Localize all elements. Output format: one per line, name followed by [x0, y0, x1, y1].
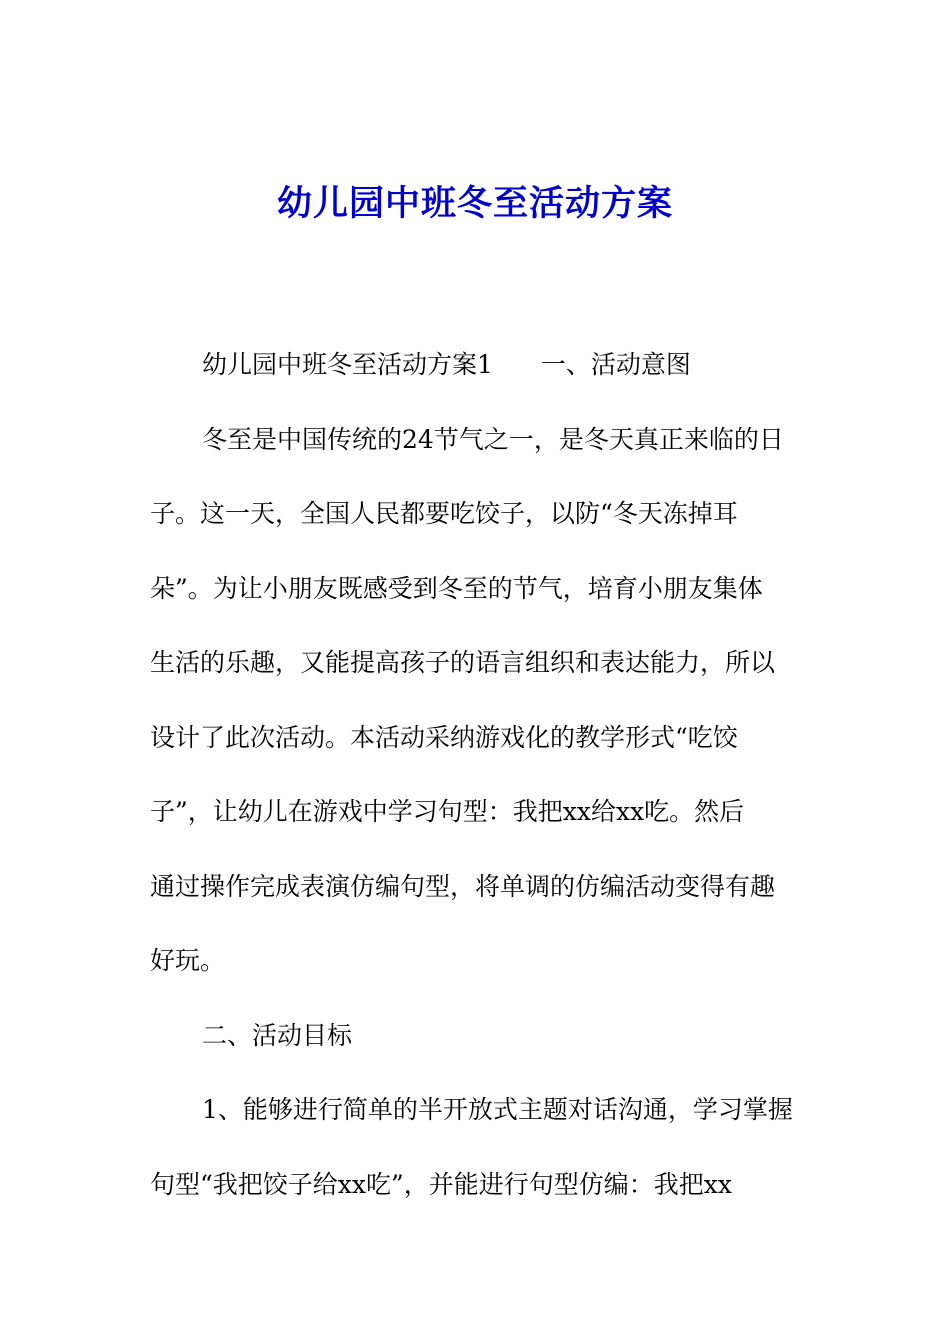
paragraph-line: 设计了此次活动。本活动采纳游戏化的教学形式“吃饺 [150, 722, 738, 752]
paragraph-line: 朵”。为让小朋友既感受到冬至的节气，培育小朋友集体 [150, 573, 763, 603]
paragraph-line: 冬至是中国传统的24节气之一，是冬天真正来临的日 [202, 424, 784, 454]
paragraph-line: 句型“我把饺子给xx吃”，并能进行句型仿编：我把xx [150, 1169, 732, 1199]
paragraph-line: 子”，让幼儿在游戏中学习句型：我把xx给xx吃。然后 [150, 797, 745, 826]
section-heading: 一、活动意图 [540, 350, 691, 379]
document-body [150, 328, 805, 1222]
paragraph-line: 子。这一天，全国人民都要吃饺子，以防“冬天冻掉耳 [150, 499, 738, 528]
paragraph-line: 生活的乐趣，又能提高孩子的语言组织和表达能力，所以 [150, 648, 776, 677]
paragraph-line: 通过操作完成表演仿编句型，将单调的仿编活动变得有趣 [150, 871, 776, 901]
plan-heading: 幼儿园中班冬至活动方案1 [202, 350, 493, 379]
section-heading-line [150, 328, 805, 403]
section-heading: 二、活动目标 [202, 1020, 353, 1050]
paragraph-line: 1、能够进行简单的半开放式主题对话沟通，学习掌握 [202, 1095, 793, 1124]
paragraph-line: 好玩。 [150, 946, 226, 975]
document-title: 幼儿园中班冬至活动方案 [276, 183, 673, 224]
